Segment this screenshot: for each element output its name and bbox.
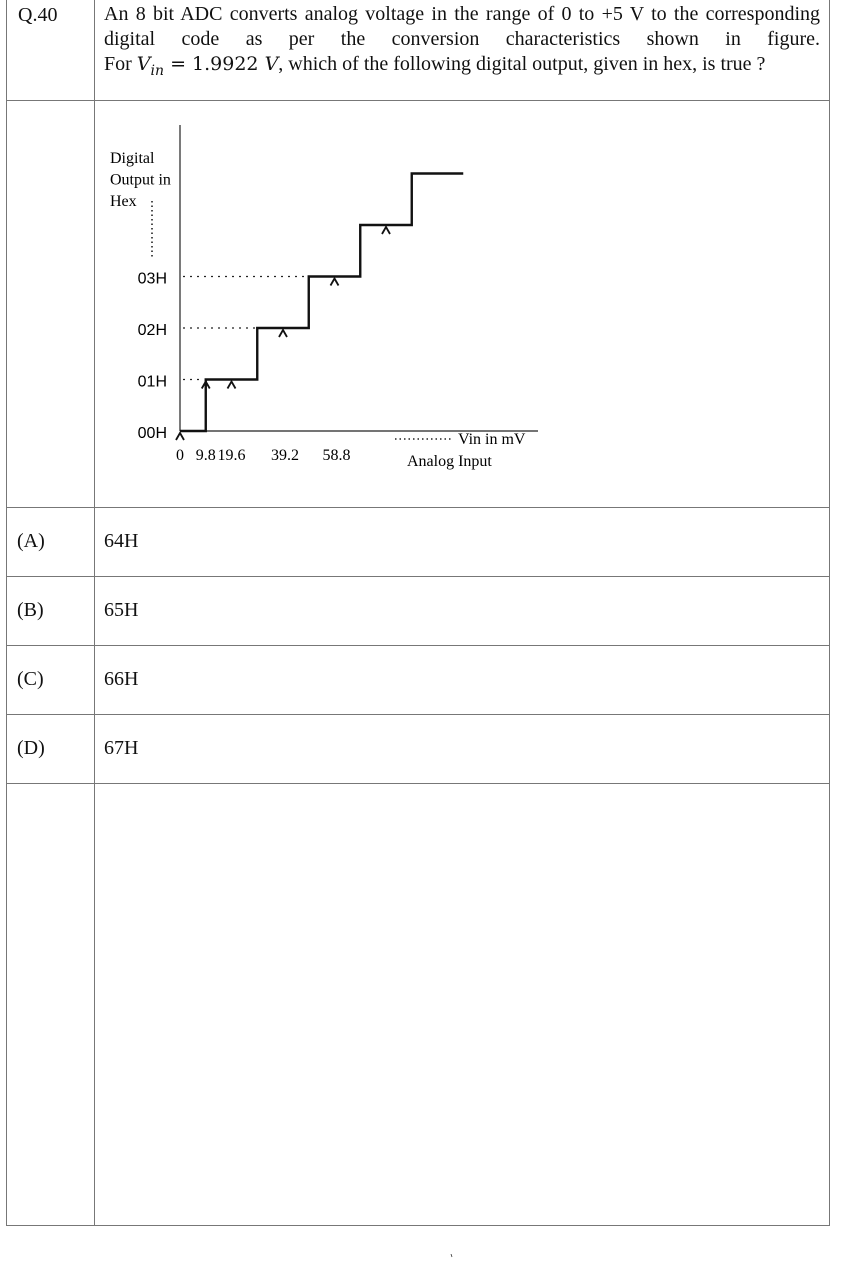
x-tick-1: 0 bbox=[176, 446, 184, 464]
option-b-text[interactable]: 65H bbox=[95, 576, 830, 645]
question-line-1: An 8 bit ADC converts analog voltage in the range of 0 to +5 V to the corresponding bbox=[104, 3, 820, 25]
vin-unit: V bbox=[264, 53, 279, 75]
figure-cell bbox=[95, 100, 830, 507]
y-tick-labels bbox=[138, 270, 167, 442]
y-tick-01h: 01H bbox=[137, 373, 167, 391]
option-d-label[interactable]: (D) bbox=[7, 714, 95, 783]
step-marker-3 bbox=[228, 381, 236, 388]
option-row-a[interactable] bbox=[7, 507, 830, 576]
x-tick-3: 19.6 bbox=[217, 446, 246, 464]
option-row-c[interactable] bbox=[7, 645, 830, 714]
option-a-text[interactable]: 64H bbox=[95, 507, 830, 576]
staircase-series bbox=[180, 173, 463, 431]
y-tick-03h: 03H bbox=[137, 270, 167, 288]
option-b-label[interactable]: (B) bbox=[7, 576, 95, 645]
adc-characteristic-chart bbox=[95, 101, 829, 506]
figure-row-blank-cell bbox=[7, 100, 95, 507]
y-title-line-3: Hex bbox=[110, 192, 137, 210]
empty-row bbox=[7, 783, 830, 1225]
question-line-3 bbox=[104, 52, 820, 84]
option-c-text[interactable]: 66H bbox=[95, 645, 830, 714]
question-row bbox=[7, 0, 830, 100]
step-markers bbox=[176, 227, 390, 440]
question-line-3-pre: For bbox=[104, 53, 137, 75]
step-marker-1 bbox=[176, 433, 184, 440]
question-table bbox=[6, 0, 830, 1226]
empty-row-right bbox=[95, 783, 830, 1225]
question-text bbox=[95, 0, 830, 100]
y-axis-title bbox=[110, 150, 171, 259]
x-tick-labels bbox=[176, 447, 351, 464]
empty-row-left bbox=[7, 783, 95, 1225]
y-tick-02h: 02H bbox=[137, 321, 167, 339]
question-line-3-post: , which of the following digital output, given in hex, is true ? bbox=[278, 53, 766, 75]
vin-value: = 1.9922 bbox=[164, 53, 265, 75]
option-c-label[interactable]: (C) bbox=[7, 645, 95, 714]
page-mark bbox=[450, 1254, 454, 1258]
question-number: Q.40 bbox=[7, 0, 95, 100]
vin-symbol: $V_{in}$ bbox=[136, 53, 165, 79]
option-a-label[interactable]: (A) bbox=[7, 507, 95, 576]
step-marker-4 bbox=[279, 330, 287, 337]
x-axis-title-text: Analog Input bbox=[407, 452, 492, 470]
figure-row bbox=[7, 100, 830, 507]
option-row-d[interactable] bbox=[7, 714, 830, 783]
step-marker-5 bbox=[331, 278, 339, 285]
option-row-b[interactable] bbox=[7, 576, 830, 645]
vin-subscript: in bbox=[150, 62, 165, 79]
x-tick-2: 9.8 bbox=[195, 446, 216, 464]
question-line-2: digital code as per the conversion characteristics shown in figure. bbox=[104, 28, 820, 50]
x-tick-5: 58.8 bbox=[322, 446, 351, 464]
staircase-line bbox=[180, 173, 463, 431]
y-title-line-2: Output in bbox=[110, 171, 171, 189]
x-tick-4: 39.2 bbox=[271, 446, 299, 464]
x-unit-label: Vin in mV bbox=[458, 430, 526, 448]
step-marker-6 bbox=[382, 227, 390, 234]
option-d-text[interactable]: 67H bbox=[95, 714, 830, 783]
y-title-line-1: Digital bbox=[110, 149, 155, 167]
x-axis-title bbox=[395, 431, 526, 470]
y-tick-00h: 00H bbox=[137, 424, 167, 442]
